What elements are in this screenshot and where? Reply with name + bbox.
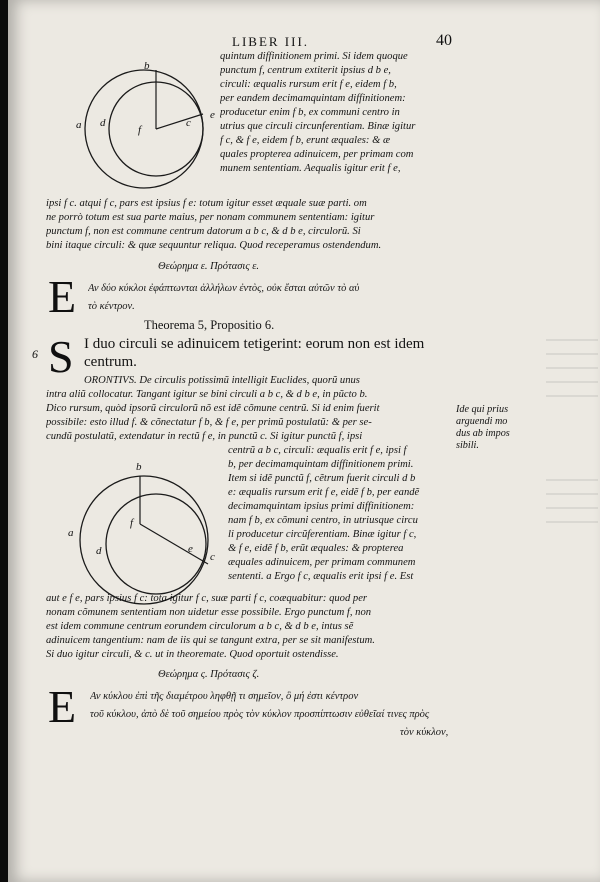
theorem-statement-line: centrum. (84, 354, 137, 370)
label-a: a (68, 527, 74, 539)
margin-note-line: dus ab impos (456, 428, 510, 439)
label-f: f (130, 517, 134, 529)
text-line: decimamquintam ipsius primi diffinitionem: (228, 501, 415, 512)
margin-note-line: Ide qui prius (456, 404, 509, 415)
text-line: Si duo igitur circuli, & c. ut in theoremate. Quod oportuit ostendisse. (46, 649, 339, 660)
text-line: nonam cõmunem sententiam non uidetur esse possibile. Ergo punctum f, non (46, 607, 372, 618)
text-line: circuli: æqualis rursum erit f e, eidem f b, (220, 79, 397, 90)
text-line: intra aliũ collocatur. Tangant igitur se bini circuli a b c, & d b e, in pũcto b. (46, 389, 368, 400)
outer-circle (85, 70, 203, 188)
margin-note-line: sibili. (456, 440, 479, 451)
book-page (8, 0, 600, 882)
text-line: cundũ postulatũ, extendatur in rectũ f e, in punctũ c. Si igitur punctũ f, ipsi (46, 431, 363, 442)
drop-cap-greek-2: E (48, 681, 77, 732)
text-line: possibile: esto illud f. & cõnectatur f b, & f e, per primũ postulatũ: & per se- (46, 417, 372, 428)
text-line: e: æqualis rursum erit f e, eidẽ f b, per eandẽ (228, 487, 420, 498)
text-line: est idem commune centrum eorundem circulorum a b c, & d b e, intus sẽ (46, 621, 354, 632)
text-line: ipsi f c. atqui f c, pars est ipsius f e: totum igitur esset æquale suæ parti. om (46, 198, 367, 209)
text-line: ORONTIVS. De circulis potissimũ intelligit Euclides, quorũ unus (84, 375, 360, 386)
running-title: LIBER III. (232, 34, 310, 49)
greek-line: τὸ κέντρον. (88, 301, 135, 312)
text-line: munem sententiam. Aequalis igitur erit f e, (220, 163, 401, 174)
radius-fe (156, 114, 203, 129)
margin-note-line: arguendi mo (456, 416, 508, 427)
label-a: a (76, 119, 82, 131)
greek-line: τοῦ κύκλου, ἀπὸ δὲ τοῦ σημείου πρὸς τὸν κύκλον προσπίπτωσιν εὐθεῖαί τινες πρὸς (90, 709, 430, 720)
greek-line: τὸν κύκλον, (400, 727, 449, 738)
drop-cap-greek-1: E (48, 271, 77, 322)
text-line: li producetur circũferentiam. Binæ igitur f c, (228, 529, 417, 540)
label-c: c (210, 551, 215, 563)
text-line: punctum f, centrum extiterit ipsius d b e, (220, 65, 391, 76)
greek-heading-2: Θεώρημα ς. Πρότασις ζ. (158, 669, 260, 680)
text-line: producetur enim f b, ex communi centro in (220, 107, 400, 118)
figure-tangent-circles-1 (60, 56, 230, 206)
text-line: adinuicem tangentium: nam de iis qui se tangunt extra, per se sit manifestum. (46, 635, 375, 646)
text-line: æquales adinuicem, per primam communem (228, 557, 416, 568)
text-line: & f e, eidẽ f b, erũt æquales: & propterea (228, 543, 404, 554)
radius-fc (140, 524, 208, 564)
text-line: Item si idẽ punctũ f, cẽtrum fuerit circuli d b (228, 473, 416, 484)
greek-line: Αν δύο κύκλοι ἐφάπτωνται ἀλλήλων ἐντὸς, οὐκ ἔσται αὐτῶν τὸ αὐ (88, 283, 360, 294)
text-line: per eandem decimamquintam diffinitionem: (220, 93, 406, 104)
label-b: b (144, 60, 150, 72)
label-e: e (210, 109, 215, 121)
drop-cap-s: S (48, 331, 74, 382)
text-line: nam f b, ex cõmuni centro, in utriusque circu (228, 515, 418, 526)
figure-tangent-circles-2 (58, 452, 226, 610)
greek-heading-1: Θεώρημα ε. Πρότασις ε. (158, 261, 259, 272)
text-line: aut e f e, pars ipsius f c: tota igitur f c, suæ parti f c, coæquabitur: quod per (46, 593, 368, 604)
folio-number: 40 (436, 32, 452, 49)
theorem-title: Theorema 5, Propositio 6. (144, 318, 275, 332)
text-line: ne porrò totum est sua parte maius, per nonam communem sententiam: igitur (46, 212, 375, 223)
text-line: quintum diffinitionem primi. Si idem quoque (220, 51, 408, 62)
theorem-statement-line: I duo circuli se adinuicem tetigerint: eorum non est idem (84, 336, 425, 352)
label-d: d (96, 545, 102, 557)
label-c: c (186, 117, 191, 129)
text-line: quales propterea adinuicem, per primam com (220, 149, 414, 160)
text-line: utrius que circuli circunferentiam. Binæ igitur (220, 121, 416, 132)
text-line: punctum f, non est commune centrum datorum a b c, & d b e, circulorũ. Si (46, 226, 361, 237)
label-b: b (136, 461, 142, 473)
label-d: d (100, 117, 106, 129)
text-line: b, per decimamquintam diffinitionem primi. (228, 459, 414, 470)
text-line: bini itaque circuli: & quæ sequuntur reliqua. Quod receperamus ostendendum. (46, 240, 382, 251)
label-f: f (138, 124, 142, 136)
text-line: sententi. a Ergo f c, æqualis erit ipsi f e. Est (228, 571, 414, 582)
text-line: Dico rursum, quòd ipsorũ circulorũ nõ est idẽ cõmune centrũ. Si id enim fuerit (46, 403, 380, 414)
text-line: centrũ a b c, circuli: æqualis erit f e, ipsi f (228, 445, 407, 456)
show-through-text (540, 330, 600, 550)
margin-number: 6 (32, 348, 38, 361)
greek-line: Αν κύκλου ἐπὶ τῆς διαμέτρου ληφθῇ τι σημεῖον, ὃ μή ἐστι κέντρον (90, 691, 359, 702)
label-e: e (188, 543, 193, 555)
text-line: f c, & f e, eidem f b, erunt æquales: & æ (220, 135, 391, 146)
